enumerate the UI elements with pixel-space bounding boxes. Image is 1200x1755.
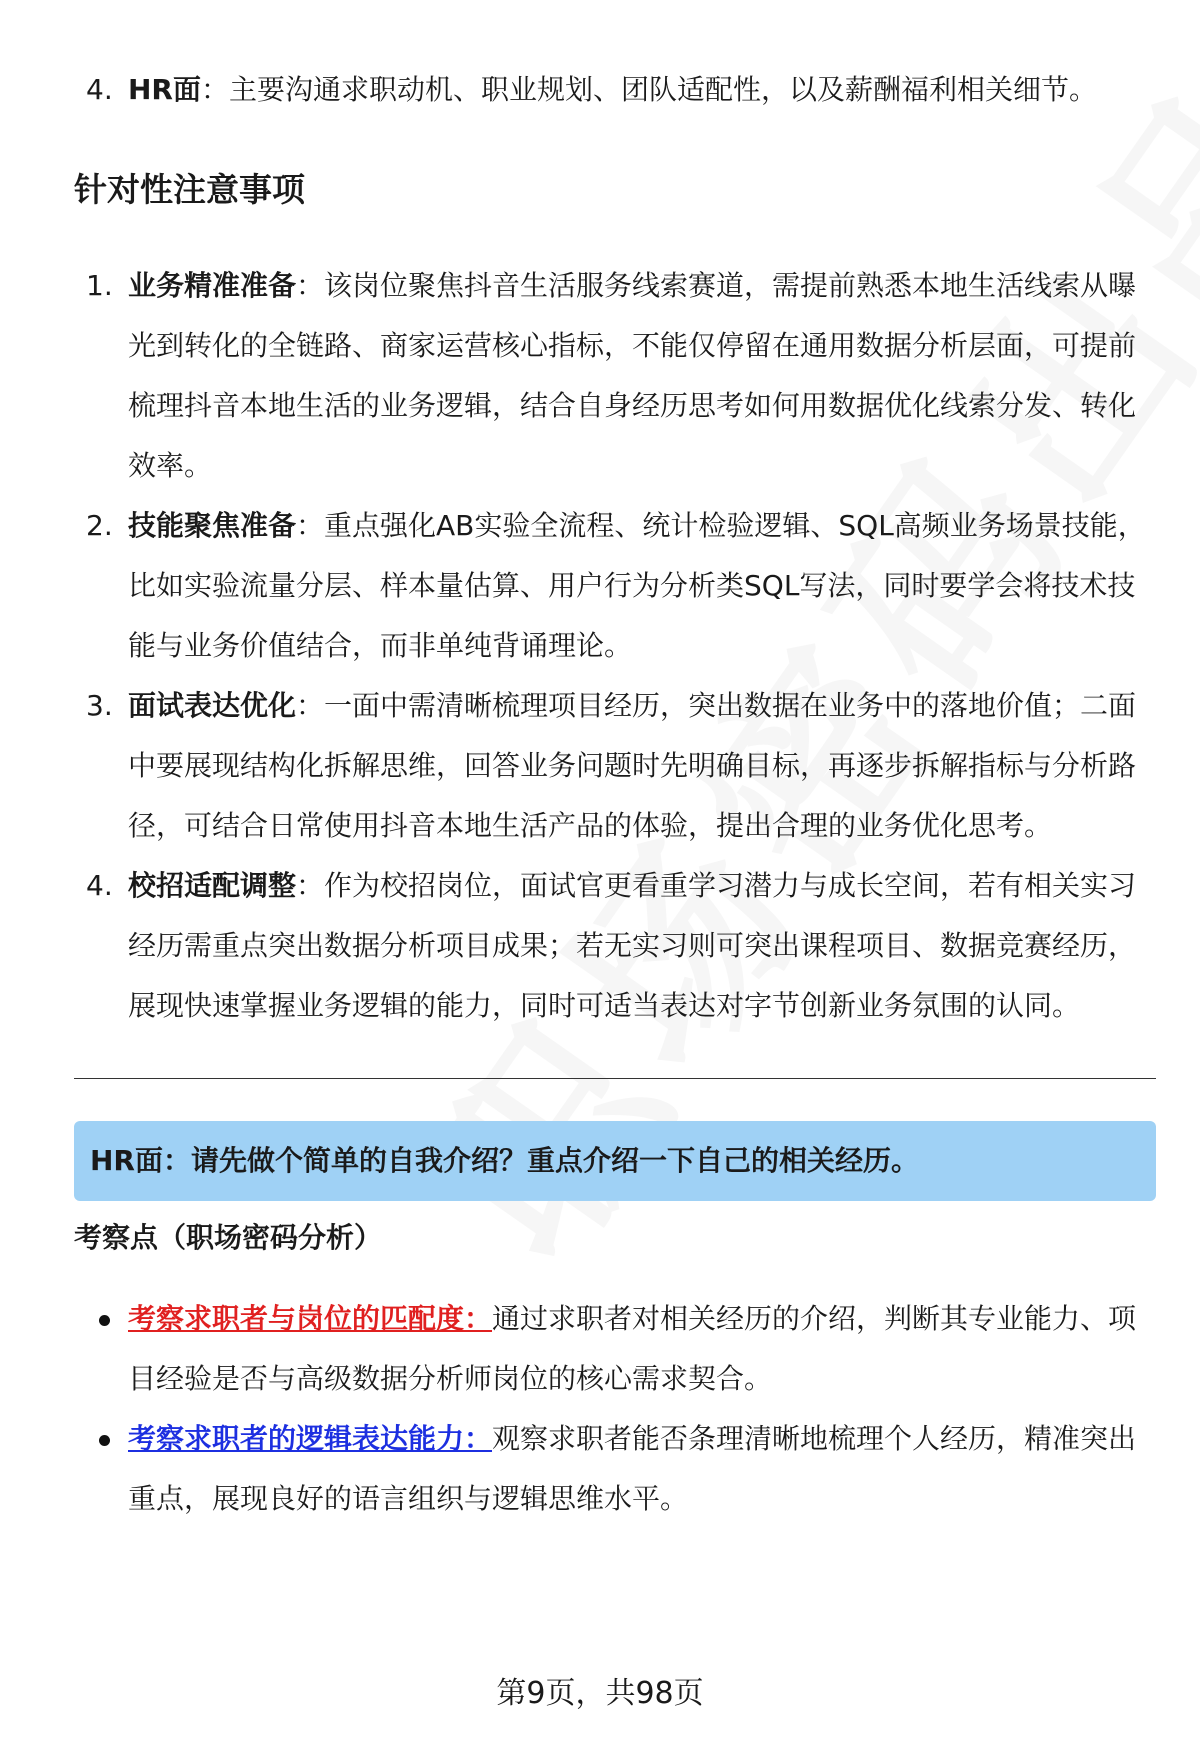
analysis-title: 考察点（职场密码分析） [74,1221,383,1254]
list-number: 3. [86,689,113,722]
item-title: 校招适配调整 [128,869,297,902]
bullet-dot [99,1315,110,1326]
bullet-item [74,1409,1156,1529]
section-title: 针对性注意事项 [74,170,305,209]
highlight-text: 考察求职者的逻辑表达能力： [128,1422,493,1455]
item-title: HR面 [128,73,201,106]
item-text: ：该岗位聚焦抖音生活服务线索赛道，需提前熟悉本地生活线索从曝光到转化的全链路、商家运营核心指标，不能仅停留在通用数据分析层面，可提前梳理抖音本地生活的业务逻辑，结合自身经历思考如何用数据优化线索分发、转化效率。 [128,269,1137,482]
highlight-text: 考察求职者与岗位的匹配度： [128,1302,493,1335]
list-item [74,256,1156,496]
bullet-text: 观察求职者能否条理清晰地梳理个人经历，精准突出重点，展现良好的语言组织与逻辑思维水平。 [128,1422,1137,1515]
bullet-dot [99,1435,110,1446]
item-text: ：重点强化AB实验全流程、统计检验逻辑、SQL高频业务场景技能，比如实验流量分层、样本量估算、用户行为分析类SQL写法，同时要学会将技术技能与业务价值结合，而非单纯背诵理论。 [128,509,1146,662]
list-item [74,676,1156,856]
bullet-text: 通过求职者对相关经历的介绍，判断其专业能力、项目经验是否与高级数据分析师岗位的核心需求契合。 [128,1302,1137,1395]
question-text: HR面：请先做个简单的自我介绍？重点介绍一下自己的相关经历。 [90,1144,919,1177]
item-title: 面试表达优化 [128,689,297,722]
list-item [74,856,1156,1036]
list-item [74,60,1156,120]
page-number: 第9页，共98页 [496,1676,704,1711]
list-number: 1. [86,269,113,302]
page-content [74,60,1156,1529]
item-text: ：作为校招岗位，面试官更看重学习潜力与成长空间，若有相关实习经历需重点突出数据分析项目成果；若无实习则可突出课程项目、数据竞赛经历，展现快速掌握业务逻辑的能力，同时可适当表达对字节创新业务氛围的认同。 [128,869,1137,1022]
item-text: ：一面中需清晰梳理项目经历，突出数据在业务中的落地价值；二面中要展现结构化拆解思维，回答业务问题时先明确目标，再逐步拆解指标与分析路径，可结合日常使用抖音本地生活产品的体验，提出合理的业务优化思考。 [128,689,1137,842]
item-title: 技能聚焦准备 [128,509,297,542]
notes-list [74,256,1156,1036]
item-title: 业务精准准备 [128,269,297,302]
list-number: 4. [86,73,113,106]
list-number: 4. [86,869,113,902]
question-box [74,1121,1156,1201]
list-number: 2. [86,509,113,542]
item-text: ：主要沟通求职动机、职业规划、团队适配性，以及薪酬福利相关细节。 [201,73,1098,106]
divider [74,1078,1156,1079]
bullet-item [74,1289,1156,1409]
list-item [74,496,1156,676]
analysis-list [74,1289,1156,1529]
